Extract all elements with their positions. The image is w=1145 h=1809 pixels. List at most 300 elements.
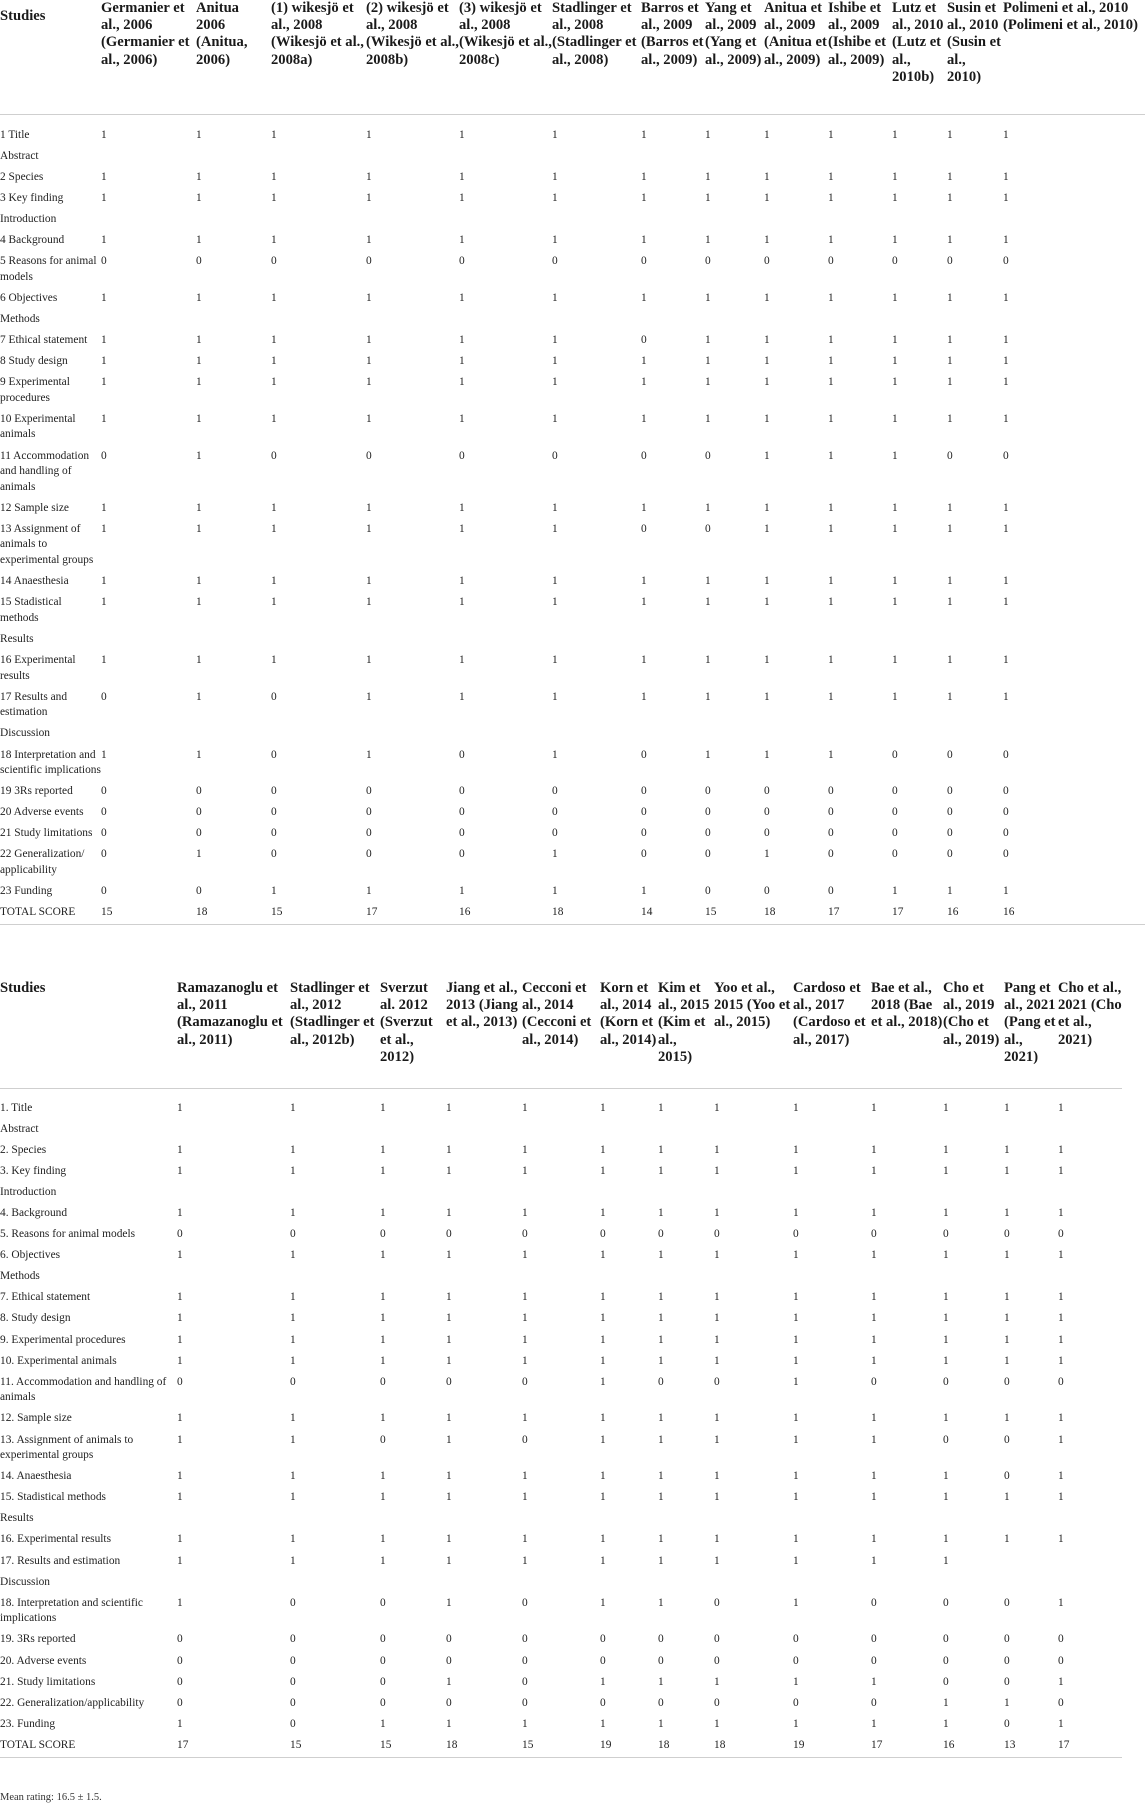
score-cell: 0 xyxy=(828,785,834,798)
score-cell: 1 xyxy=(600,1333,606,1346)
table-row xyxy=(0,824,1145,845)
score-cell: 1 xyxy=(1003,690,1009,703)
score-cell: 0 xyxy=(892,785,898,798)
score-cell: 0 xyxy=(793,1696,799,1709)
score-cell: 1 xyxy=(793,1433,799,1446)
score-cell: 1 xyxy=(366,522,372,535)
score-cell: 0 xyxy=(1058,1633,1064,1646)
score-cell: 1 xyxy=(1004,1412,1010,1425)
score-cell: 1 xyxy=(1058,1312,1064,1325)
score-cell: 0 xyxy=(714,1375,720,1388)
score-cell: 1 xyxy=(446,1312,452,1325)
table-row xyxy=(0,352,1145,373)
score-cell xyxy=(522,1509,600,1530)
score-cell xyxy=(366,724,459,745)
score-cell: 17 xyxy=(871,1738,883,1751)
row-label: Results xyxy=(0,632,34,645)
score-cell xyxy=(705,629,764,650)
score-cell: 1 xyxy=(1003,355,1009,368)
study-column-header: Barros et al., 2009 (Barros et al., 2009) xyxy=(641,0,704,68)
score-cell: 1 xyxy=(641,291,647,304)
score-cell: 1 xyxy=(459,170,465,183)
score-cell: 1 xyxy=(446,1291,452,1304)
score-cell xyxy=(714,1572,793,1593)
score-cell: 1 xyxy=(177,1717,183,1730)
score-cell xyxy=(1004,1119,1058,1140)
score-cell: 1 xyxy=(641,654,647,667)
score-cell: 1 xyxy=(290,1533,296,1546)
score-cell: 1 xyxy=(764,128,770,141)
score-cell xyxy=(871,1572,943,1593)
score-cell: 1 xyxy=(177,1143,183,1156)
score-cell: 1 xyxy=(522,1164,528,1177)
score-cell: 1 xyxy=(552,355,558,368)
score-cell: 1 xyxy=(522,1143,528,1156)
table-row xyxy=(0,1651,1122,1672)
score-cell xyxy=(552,146,641,167)
score-cell: 0 xyxy=(446,1696,452,1709)
score-cell: 1 xyxy=(764,690,770,703)
table-row xyxy=(0,1088,1122,1119)
score-cell: 1 xyxy=(714,1249,720,1262)
score-cell: 0 xyxy=(764,785,770,798)
score-cell: 1 xyxy=(552,690,558,703)
score-cell: 0 xyxy=(101,255,107,268)
score-cell: 0 xyxy=(705,785,711,798)
footnote: Mean rating: 16.5 ± 1.5. xyxy=(0,1792,102,1803)
score-cell: 1 xyxy=(196,291,202,304)
score-cell: 1 xyxy=(871,1143,877,1156)
score-cell: 0 xyxy=(522,1433,528,1446)
score-cell: 1 xyxy=(1004,1333,1010,1346)
score-cell xyxy=(522,1267,600,1288)
score-cell: 1 xyxy=(600,1675,606,1688)
score-cell: 1 xyxy=(658,1354,664,1367)
score-cell: 1 xyxy=(271,522,277,535)
table-row xyxy=(0,1409,1122,1430)
score-cell xyxy=(892,209,947,230)
score-cell xyxy=(714,1119,793,1140)
score-cell: 1 xyxy=(459,191,465,204)
score-cell: 0 xyxy=(714,1633,720,1646)
score-cell xyxy=(459,309,552,330)
score-cell: 1 xyxy=(892,690,898,703)
score-cell: 0 xyxy=(1004,1596,1010,1609)
score-cell: 1 xyxy=(1003,501,1009,514)
score-cell: 1 xyxy=(446,1717,452,1730)
score-cell: 1 xyxy=(793,1717,799,1730)
score-cell: 0 xyxy=(943,1228,949,1241)
row-label: 14. Anaesthesia xyxy=(0,1470,72,1483)
table-row xyxy=(0,498,1145,519)
table-row xyxy=(0,146,1145,167)
score-cell: 1 xyxy=(943,1206,949,1219)
score-cell: 1 xyxy=(943,1143,949,1156)
score-cell: 1 xyxy=(1058,1206,1064,1219)
study-column-header: Yang et al., 2009 (Yang et al., 2009) xyxy=(705,0,762,68)
score-cell: 1 xyxy=(947,885,953,898)
score-cell: 1 xyxy=(522,1101,528,1114)
score-cell: 1 xyxy=(658,1675,664,1688)
score-cell xyxy=(892,724,947,745)
table-row xyxy=(0,1119,1122,1140)
score-cell xyxy=(943,1509,1004,1530)
score-cell xyxy=(871,1182,943,1203)
study-column-header: Cecconi et al., 2014 (Cecconi et al., 2014) xyxy=(522,980,592,1048)
score-cell: 1 xyxy=(101,355,107,368)
score-cell xyxy=(196,629,271,650)
study-column-header: Cho et al., 2019 (Cho et al., 2019) xyxy=(943,980,1000,1048)
row-label: Introduction xyxy=(0,212,57,225)
table-row xyxy=(0,1225,1122,1246)
score-cell: 0 xyxy=(947,255,953,268)
score-cell: 0 xyxy=(892,848,898,861)
score-cell xyxy=(459,629,552,650)
score-cell: 1 xyxy=(177,1333,183,1346)
row-label: 3 Key finding xyxy=(0,191,64,204)
table-row xyxy=(0,1488,1122,1509)
score-cell: 1 xyxy=(705,654,711,667)
score-cell: 0 xyxy=(714,1228,720,1241)
score-cell: 0 xyxy=(943,1633,949,1646)
score-cell: 1 xyxy=(101,596,107,609)
score-cell: 1 xyxy=(446,1433,452,1446)
score-cell: 1 xyxy=(793,1249,799,1262)
score-cell: 0 xyxy=(943,1675,949,1688)
score-cell: 1 xyxy=(290,1291,296,1304)
score-cell: 0 xyxy=(446,1633,452,1646)
score-cell xyxy=(1004,1509,1058,1530)
row-label: Discussion xyxy=(0,727,50,740)
score-cell: 0 xyxy=(714,1596,720,1609)
row-label: 17. Results and estimation xyxy=(0,1554,121,1567)
score-cell: 1 xyxy=(366,333,372,346)
score-cell: 1 xyxy=(459,233,465,246)
score-cell xyxy=(290,1509,380,1530)
row-label: 3. Key finding xyxy=(0,1164,67,1177)
score-cell xyxy=(1003,146,1145,167)
score-cell: 1 xyxy=(943,1333,949,1346)
score-cell: 1 xyxy=(446,1249,452,1262)
row-label: 15 Stadistical methods xyxy=(0,596,62,624)
score-cell: 0 xyxy=(446,1654,452,1667)
score-cell: 1 xyxy=(714,1143,720,1156)
score-cell: 1 xyxy=(1004,1249,1010,1262)
score-cell: 1 xyxy=(271,233,277,246)
score-cell: 1 xyxy=(552,291,558,304)
score-cell: 1 xyxy=(1003,333,1009,346)
score-cell: 1 xyxy=(196,333,202,346)
score-cell: 0 xyxy=(641,785,647,798)
score-cell xyxy=(705,309,764,330)
score-cell: 1 xyxy=(446,1470,452,1483)
score-cell: 0 xyxy=(892,806,898,819)
score-cell: 1 xyxy=(943,1412,949,1425)
score-cell: 0 xyxy=(290,1717,296,1730)
score-cell: 1 xyxy=(1004,1164,1010,1177)
score-cell xyxy=(552,309,641,330)
row-label: 1 Title xyxy=(0,128,30,141)
score-cell: 1 xyxy=(828,291,834,304)
table-row xyxy=(0,593,1145,630)
table-header-row xyxy=(0,0,1145,114)
score-cell: 0 xyxy=(641,827,647,840)
score-cell xyxy=(600,1182,658,1203)
score-cell: 0 xyxy=(947,848,953,861)
score-cell xyxy=(1004,1551,1058,1572)
study-column-header: (3) wikesjö et al., 2008 (Wikesjö et al., 2008c) xyxy=(459,0,552,68)
score-cell: 0 xyxy=(446,1228,452,1241)
score-cell: 1 xyxy=(290,1491,296,1504)
score-cell: 1 xyxy=(892,501,898,514)
score-cell: 0 xyxy=(271,848,277,861)
score-cell xyxy=(522,1182,600,1203)
score-cell xyxy=(366,146,459,167)
score-cell: 1 xyxy=(459,333,465,346)
score-cell xyxy=(459,209,552,230)
score-cell: 1 xyxy=(764,376,770,389)
score-cell: 1 xyxy=(764,291,770,304)
score-cell: 1 xyxy=(1004,1206,1010,1219)
score-cell xyxy=(641,309,705,330)
score-cell: 1 xyxy=(446,1596,452,1609)
score-cell: 1 xyxy=(459,128,465,141)
score-cell: 1 xyxy=(600,1717,606,1730)
score-cell xyxy=(947,146,1003,167)
score-cell: 1 xyxy=(947,291,953,304)
score-cell: 1 xyxy=(828,412,834,425)
table-row xyxy=(0,903,1145,925)
score-cell: 1 xyxy=(101,291,107,304)
score-cell: 0 xyxy=(196,785,202,798)
score-cell: 1 xyxy=(658,1312,664,1325)
study-column-header: Cardoso et al., 2017 (Cardoso et al., 2017) xyxy=(793,980,866,1048)
table-row xyxy=(0,167,1145,188)
table-row xyxy=(0,446,1145,498)
score-cell: 1 xyxy=(196,596,202,609)
score-cell: 0 xyxy=(177,1375,183,1388)
score-cell xyxy=(892,309,947,330)
score-cell: 1 xyxy=(1058,1596,1064,1609)
score-cell: 0 xyxy=(552,827,558,840)
score-cell xyxy=(459,146,552,167)
score-cell: 1 xyxy=(271,333,277,346)
score-cell: 1 xyxy=(271,170,277,183)
score-cell: 1 xyxy=(366,885,372,898)
score-cell: 1 xyxy=(196,748,202,761)
score-cell: 0 xyxy=(871,1696,877,1709)
score-cell: 1 xyxy=(1003,596,1009,609)
score-cell xyxy=(1058,1267,1122,1288)
score-cell: 1 xyxy=(947,191,953,204)
score-cell: 1 xyxy=(943,1101,949,1114)
score-cell: 1 xyxy=(446,1206,452,1219)
score-cell: 0 xyxy=(522,1696,528,1709)
score-cell xyxy=(828,629,892,650)
score-cell: 16 xyxy=(459,906,471,919)
score-cell: 1 xyxy=(641,412,647,425)
row-label: 8 Study design xyxy=(0,355,68,368)
score-cell xyxy=(658,1119,714,1140)
score-cell: 1 xyxy=(658,1533,664,1546)
score-cell: 1 xyxy=(658,1491,664,1504)
score-cell: 1 xyxy=(446,1491,452,1504)
score-cell: 1 xyxy=(714,1533,720,1546)
score-cell: 1 xyxy=(366,654,372,667)
score-cell xyxy=(828,724,892,745)
score-cell: 17 xyxy=(828,906,840,919)
table-row xyxy=(0,1672,1122,1693)
score-cell: 1 xyxy=(380,1206,386,1219)
score-cell: 0 xyxy=(366,785,372,798)
score-cell: 1 xyxy=(101,575,107,588)
score-cell: 0 xyxy=(1003,748,1009,761)
row-label: 23 Funding xyxy=(0,885,53,898)
score-cell: 1 xyxy=(871,1206,877,1219)
score-cell: 1 xyxy=(658,1291,664,1304)
score-cell xyxy=(793,1572,871,1593)
study-column-header: Anitua 2006 (Anitua, 2006) xyxy=(196,0,248,68)
score-cell xyxy=(1058,1182,1122,1203)
table-row xyxy=(0,409,1145,446)
score-cell: 0 xyxy=(366,449,372,462)
score-cell: 0 xyxy=(1004,1654,1010,1667)
score-cell: 1 xyxy=(380,1491,386,1504)
header-studies: Studies xyxy=(0,980,46,996)
score-cell: 0 xyxy=(290,1696,296,1709)
score-cell xyxy=(101,209,196,230)
score-cell: 0 xyxy=(1004,1470,1010,1483)
score-cell: 1 xyxy=(271,191,277,204)
score-cell: 1 xyxy=(947,575,953,588)
score-cell: 1 xyxy=(290,1333,296,1346)
score-cell: 0 xyxy=(459,806,465,819)
row-label: 19 3Rs reported xyxy=(0,785,73,798)
table-row xyxy=(0,288,1145,309)
score-cell: 0 xyxy=(271,449,277,462)
score-cell: 1 xyxy=(600,1101,606,1114)
score-cell: 1 xyxy=(947,128,953,141)
score-cell: 16 xyxy=(1003,906,1015,919)
score-cell: 0 xyxy=(177,1654,183,1667)
score-cell: 1 xyxy=(828,191,834,204)
study-column-header: Korn et al., 2014 (Korn et al., 2014) xyxy=(600,980,657,1048)
score-cell xyxy=(271,724,366,745)
score-cell: 1 xyxy=(1058,1143,1064,1156)
score-cell: 1 xyxy=(658,1206,664,1219)
score-cell: 1 xyxy=(459,291,465,304)
score-cell: 1 xyxy=(600,1412,606,1425)
score-cell: 0 xyxy=(522,1654,528,1667)
score-cell: 0 xyxy=(1058,1375,1064,1388)
score-cell: 1 xyxy=(892,596,898,609)
score-cell: 0 xyxy=(271,785,277,798)
score-cell: 1 xyxy=(1058,1470,1064,1483)
score-cell: 1 xyxy=(705,412,711,425)
score-cell: 1 xyxy=(380,1470,386,1483)
study-column-header: Stadlinger et al., 2008 (Stadlinger et al., 2008) xyxy=(552,0,637,68)
score-cell: 1 xyxy=(641,376,647,389)
score-cell: 1 xyxy=(459,654,465,667)
row-label: 22 Generalization/ applicability xyxy=(0,848,85,877)
score-cell: 1 xyxy=(793,1143,799,1156)
score-cell: 1 xyxy=(380,1412,386,1425)
score-cell: 0 xyxy=(1003,806,1009,819)
header-studies: Studies xyxy=(0,8,46,24)
score-cell: 1 xyxy=(101,333,107,346)
score-cell: 1 xyxy=(271,128,277,141)
score-cell: 1 xyxy=(459,412,465,425)
row-label: 19. 3Rs reported xyxy=(0,1633,76,1646)
score-cell: 1 xyxy=(892,449,898,462)
score-cell: 1 xyxy=(600,1164,606,1177)
score-cell: 1 xyxy=(1003,191,1009,204)
score-cell: 0 xyxy=(600,1696,606,1709)
score-cell xyxy=(828,209,892,230)
score-cell: 1 xyxy=(459,501,465,514)
score-cell: 1 xyxy=(552,233,558,246)
row-label: 22. Generalization/applicability xyxy=(0,1696,145,1709)
score-cell: 0 xyxy=(1003,449,1009,462)
score-cell: 1 xyxy=(459,575,465,588)
score-cell: 1 xyxy=(641,501,647,514)
score-cell: 0 xyxy=(705,806,711,819)
score-cell: 1 xyxy=(764,596,770,609)
score-cell xyxy=(177,1267,290,1288)
score-cell xyxy=(793,1182,871,1203)
score-cell: 0 xyxy=(366,806,372,819)
score-cell xyxy=(271,209,366,230)
score-cell: 1 xyxy=(366,690,372,703)
score-cell: 0 xyxy=(196,827,202,840)
score-cell: 1 xyxy=(177,1291,183,1304)
score-cell: 1 xyxy=(271,376,277,389)
score-cell xyxy=(892,629,947,650)
score-cell: 1 xyxy=(366,596,372,609)
score-cell xyxy=(1003,629,1145,650)
score-cell: 1 xyxy=(793,1206,799,1219)
score-cell: 1 xyxy=(828,596,834,609)
score-cell: 0 xyxy=(1004,1633,1010,1646)
score-cell: 1 xyxy=(196,449,202,462)
score-cell: 1 xyxy=(1003,376,1009,389)
score-cell: 0 xyxy=(196,255,202,268)
score-cell: 1 xyxy=(947,690,953,703)
score-cell: 1 xyxy=(1058,1491,1064,1504)
score-cell: 0 xyxy=(101,848,107,861)
score-cell: 0 xyxy=(871,1375,877,1388)
score-cell: 1 xyxy=(380,1554,386,1567)
score-cell: 1 xyxy=(522,1249,528,1262)
score-cell: 1 xyxy=(714,1717,720,1730)
score-cell: 15 xyxy=(522,1738,534,1751)
score-cell: 17 xyxy=(1058,1738,1070,1751)
score-cell: 1 xyxy=(714,1101,720,1114)
score-cell: 0 xyxy=(1004,1675,1010,1688)
table-row xyxy=(0,782,1145,803)
score-cell: 1 xyxy=(892,885,898,898)
score-cell: 1 xyxy=(871,1249,877,1262)
score-cell: 0 xyxy=(271,255,277,268)
score-cell: 1 xyxy=(764,333,770,346)
table-row xyxy=(0,252,1145,289)
score-cell: 0 xyxy=(1058,1228,1064,1241)
score-cell: 1 xyxy=(892,333,898,346)
table-row xyxy=(0,1735,1122,1757)
score-cell: 0 xyxy=(793,1633,799,1646)
row-label: 1. Title xyxy=(0,1101,33,1114)
score-cell xyxy=(1004,1267,1058,1288)
